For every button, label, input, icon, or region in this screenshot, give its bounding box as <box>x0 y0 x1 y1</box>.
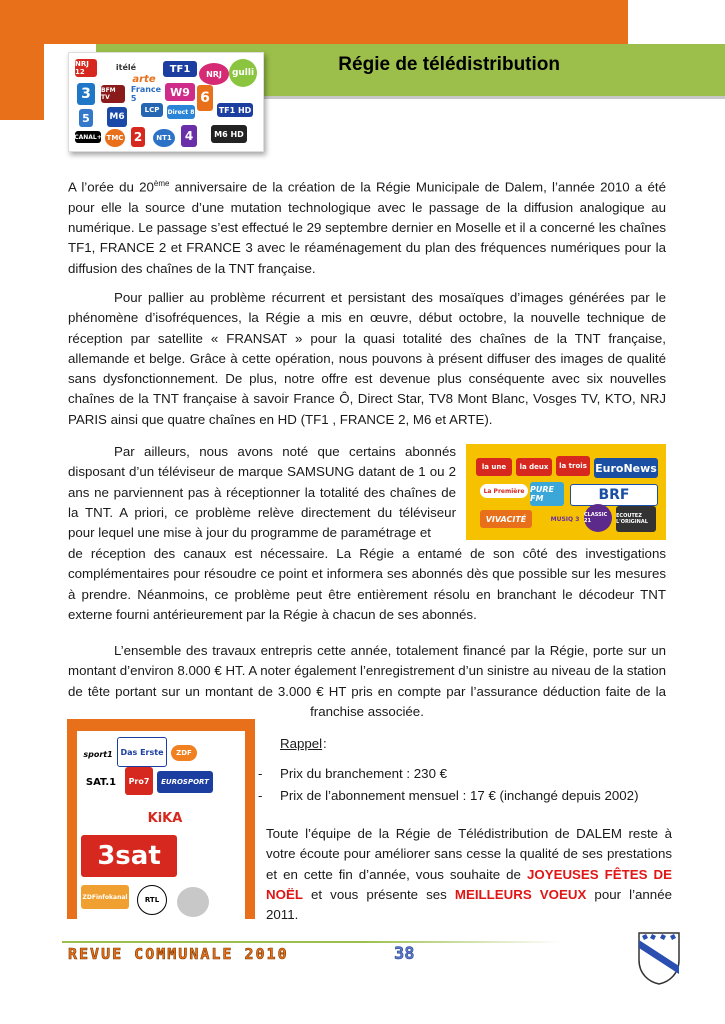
closing-text-end: pour l’année 2011. <box>266 886 672 923</box>
channel-logo: TMC <box>105 129 125 147</box>
channel-logo: SAT.1 <box>85 776 117 788</box>
channel-logo: W9 <box>165 83 195 101</box>
season-greeting: JOYEUSES FÊTES DE NOËL <box>266 866 672 902</box>
channel-logo: RTL <box>137 885 167 915</box>
channel-logo: KiKA <box>135 805 195 831</box>
channel-logo: 5 <box>79 109 93 127</box>
closing-paragraph <box>266 824 672 925</box>
channel-logo: ZDFinfokanal <box>81 885 129 909</box>
list-item-text: Prix de l’abonnement mensuel : 17 € (inchangé depuis 2002) <box>280 788 639 803</box>
channel-logo: M6 HD <box>211 125 247 143</box>
channel-logo: Direct 8 <box>167 105 195 119</box>
list-item-text: Prix du branchement : 230 € <box>280 766 448 781</box>
channel-logo: 3 <box>77 83 95 105</box>
list-dash: - <box>258 788 263 803</box>
channel-logo: CLASSIC 21 <box>584 504 612 532</box>
channel-logo: TF1 HD <box>217 103 253 117</box>
closing-text: Toute l’équipe de la Régie de Télédistribution de DALEM reste à votre écoute pour améliorer sans cesse la qualité de ses prestations et en cette fin d’année, vous souhaite de <box>266 826 672 882</box>
channel-logo: NRJ <box>199 63 229 85</box>
header-orange-bar <box>0 0 628 44</box>
paragraph-2 <box>68 288 666 430</box>
rappel-colon: : <box>323 736 327 751</box>
channel-logo: TF1 <box>163 61 197 77</box>
page-title: Régie de télédistribution <box>338 54 560 75</box>
channel-logo: CANAL+ <box>75 131 101 143</box>
paragraph-3 <box>68 442 456 543</box>
header-orange-side <box>0 44 44 120</box>
rappel-heading <box>280 736 322 751</box>
channel-logo: 4 <box>181 125 197 147</box>
channel-logo: EuroNews <box>594 458 658 478</box>
channel-logo: itélé <box>115 62 137 72</box>
channel-logo: NT1 <box>153 129 175 147</box>
channel-logo: la deux <box>516 458 552 476</box>
paragraph-2-text: Pour pallier au problème récurrent et persistant des mosaïques d’images générées par le phénomène d’isofréquences, la Régie a mis en œuvre, début octobre, la nouvelle technique de réception par satellite « FRANSAT » pour la quasi totalité des chaînes de la TNT française, allemande et belge. Grâce à cette opération, nous pouvons à présent diffuser des images de qualité sans dysfonctionnement. De plus, notre offre est devenue plus conséquente avec six nouvelles chaînes de la TNT française à savoir France Ô, Direct Star, TV8 Mont Blanc, Vosges TV, KTO, NRJ PARIS ainsi que quatre chaînes en HD (TF1 , FRANCE 2, M6 et ARTE). <box>68 290 666 427</box>
channel-logo: NRJ 12 <box>75 59 97 77</box>
magazine-name-text: REVUE COMMUNALE 2010 <box>68 945 289 963</box>
channel-logo: BFM TV <box>101 85 125 103</box>
paragraph-3-text-cont: de réception des canaux est nécessaire. La Régie a entamé de son côté des investigations complémentaires pour résoudre ce point et informera ses abonnés dès que possible sur les mesures à prendre. Néanmoins, ce problème peut être entièrement résolu en branchant le décodeur TNT externe fourni antérieurement par la Régie à chacun de ses abonnés. <box>68 546 666 622</box>
channel-logo: LCP <box>141 103 163 117</box>
page-number: 38 <box>394 944 415 964</box>
channel-logo: La Première <box>480 484 528 498</box>
channel-logo: Das Erste <box>117 737 167 767</box>
channel-logo: ZDF <box>171 745 197 761</box>
channel-logo: Pro7 <box>125 767 153 795</box>
list-dash: - <box>258 766 263 781</box>
list-item <box>258 788 639 803</box>
paragraph-4 <box>68 641 666 722</box>
french-channel-logos <box>68 52 264 152</box>
list-item <box>258 766 447 781</box>
channel-logo: MUSIQ 3 <box>550 515 580 523</box>
channel-logo: M6 <box>107 107 127 127</box>
german-channel-logos <box>67 719 255 919</box>
paragraph-1-text: A l’orée du 20 <box>68 179 154 195</box>
paragraph-1 <box>68 174 666 279</box>
closing-text-mid: et vous présente ses <box>302 886 455 902</box>
best-wishes: MEILLEURS VOEUX <box>454 886 587 902</box>
channel-logo: EUROSPORT <box>157 771 213 793</box>
sat1-emblem <box>177 887 209 917</box>
channel-logo: 2 <box>131 127 145 147</box>
channel-logo: BRF <box>570 484 658 506</box>
channel-logo: sport1 <box>83 749 113 759</box>
channel-logo: la une <box>476 458 512 476</box>
paragraph-1-text-cont: anniversaire de la création de la Régie Municipale de Dalem, l’année 2010 a été pour elle la source d’une mutation technologique avec le passage de la diffusion analogique au numérique. Le passage s’est effectué le 29 septembre dernier en Moselle et il a concerné les chaînes TF1, FRANCE 2 et FRANCE 3 avec le réaménagement du plan des fréquences numériques pour la diffusion des chaînes de la TNT française. <box>68 179 667 276</box>
rappel-label: Rappel <box>280 736 323 751</box>
channel-logo: la trois <box>556 456 590 476</box>
coat-of-arms-icon <box>636 930 682 986</box>
channel-logo: France 5 <box>130 85 162 103</box>
channel-logo: gulli <box>229 59 257 87</box>
channel-logo: PURE FM <box>530 482 564 506</box>
belgian-channel-logos <box>466 444 666 540</box>
paragraph-3-text: Par ailleurs, nous avons noté que certains abonnés disposant d’un téléviseur de marque SAMSUNG datant de 1 ou 2 ans ne parviennent pas à réceptionner la totalité des chaînes de la TNT. A priori, ce problème relève directement du téléviseur pour lequel une mise à jour du programme de paramétrage et <box>68 444 456 541</box>
channel-logo: VIVACITÉ <box>480 510 532 528</box>
channel-logo: arte <box>132 73 156 85</box>
channel-logo: 6 <box>197 85 213 111</box>
paragraph-3-cont <box>68 544 666 625</box>
channel-logo: 3sat <box>81 835 177 877</box>
magazine-name <box>68 945 289 963</box>
superscript: ème <box>153 179 170 188</box>
footer-divider <box>62 941 562 943</box>
paragraph-4-text: L’ensemble des travaux entrepris cette année, totalement financé par la Régie, porte sur un montant d’environ 8.000 € HT. A noter également l’enregistrement d’un sinistre au niveau de la station de tête portant sur un montant de 3.000 € HT pris en compte par l’assurance déduction faite de la franchise associée. <box>68 643 666 719</box>
channel-logo: ECOUTEZ L'ORIGINAL <box>616 506 656 532</box>
